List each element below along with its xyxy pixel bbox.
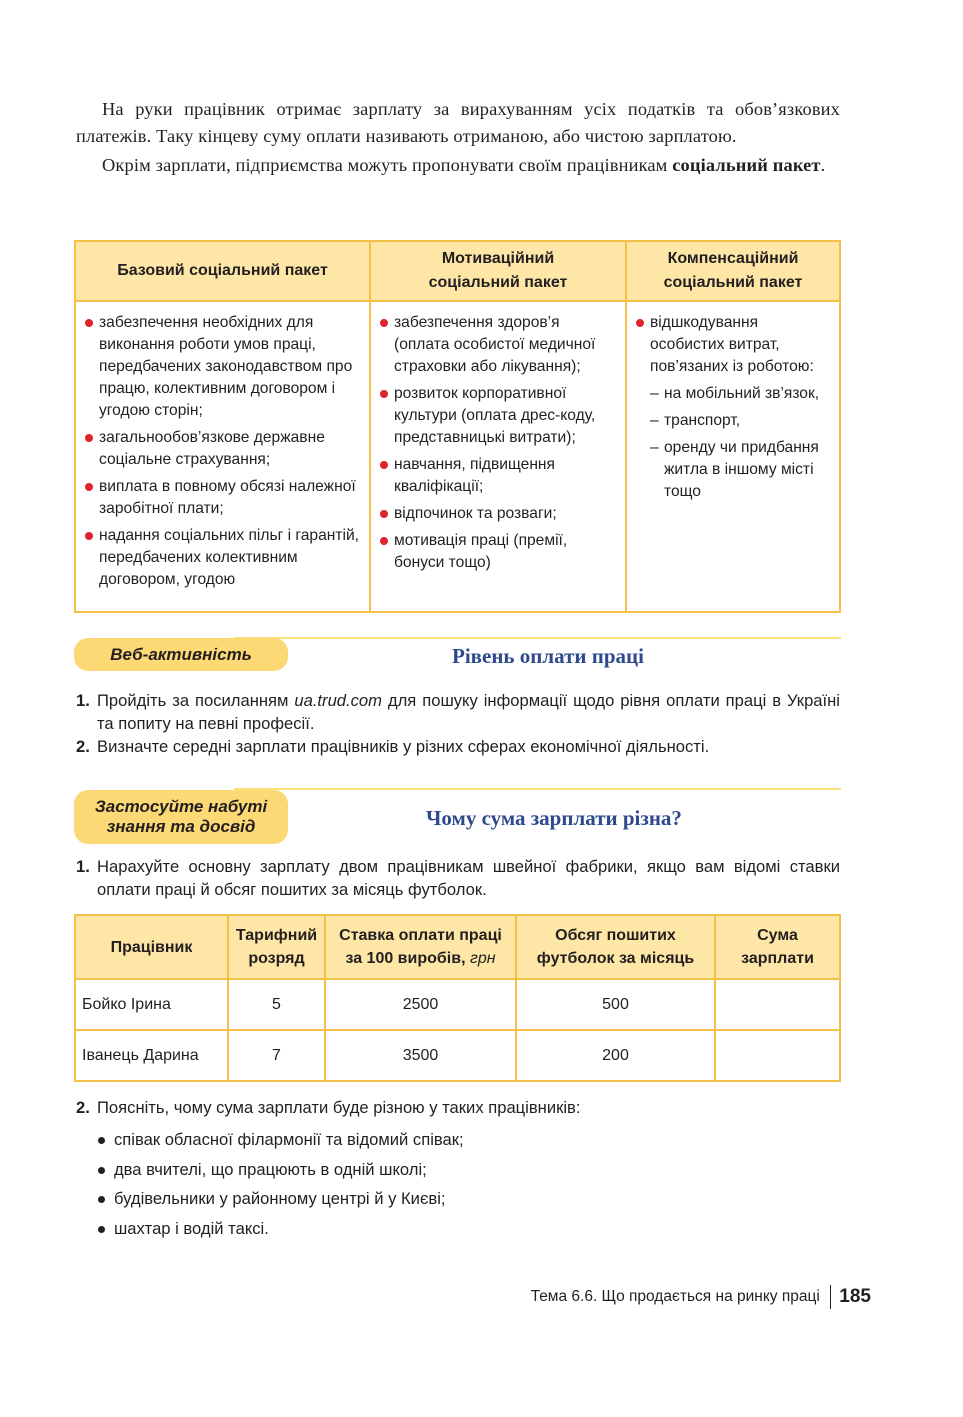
header-motivational — [371, 242, 627, 302]
page-number: 185 — [839, 1286, 871, 1307]
cell-name: Бойко Ірина — [76, 980, 229, 1029]
ua-trud-link[interactable]: ua.trud.com — [294, 691, 382, 710]
item-text: для пошуку інформації щодо рівня оплати праці в Україні та попиту на певні професії. — [97, 691, 840, 733]
list-item: відпочинок та розваги; — [378, 503, 617, 525]
dash-item: – на мобільний зв’язок, — [634, 383, 831, 405]
basic-package-cell — [76, 302, 371, 611]
intro-paragraph-2 — [76, 152, 840, 179]
compensation-package-cell — [627, 302, 839, 611]
web-activity-list — [76, 689, 840, 758]
header-sum-line: Сума — [757, 927, 798, 944]
task-1 — [76, 855, 840, 901]
list-item — [76, 1096, 840, 1119]
cell-name: Іванець Дарина — [76, 1031, 229, 1080]
header-rate-line — [345, 947, 495, 970]
header-grade-line: Тарифний — [235, 927, 318, 944]
item-text: Поясніть, чому сума зарплати буде різною у таких працівників: — [97, 1098, 581, 1117]
dash-item: – оренду чи придбання житла в іншому місті тощо — [634, 437, 831, 503]
header-rate-line: Ставка оплати праці — [339, 927, 502, 944]
header-rate-text: за 100 виробів, — [345, 950, 470, 967]
header-basic-label: Базовий соціальний пакет — [117, 262, 328, 279]
header-rate — [326, 916, 517, 978]
task-2 — [76, 1096, 840, 1119]
footer-divider — [830, 1285, 832, 1309]
item-text: Визначте середні зарплати працівників у різних сферах економічної діяльності. — [97, 737, 710, 756]
dash-item: – транспорт, — [634, 410, 831, 432]
item-number: 2. — [76, 1098, 90, 1117]
cell-sum — [716, 1031, 839, 1080]
pill-line: знання та досвід — [106, 817, 256, 836]
header-volume-line: футболок за місяць — [536, 950, 695, 967]
list-item: два вчителі, що працюють в одній школі; — [96, 1155, 464, 1185]
social-package-table — [74, 240, 841, 613]
motivational-package-cell — [371, 302, 627, 611]
header-rate-unit: грн — [469, 950, 496, 967]
apply-knowledge-pill — [74, 790, 288, 844]
item-number: 2. — [76, 737, 90, 756]
section-rule — [234, 637, 841, 639]
list-item: співак обласної філармонії та відомий співак; — [96, 1125, 464, 1155]
table-row — [76, 1029, 839, 1080]
list-item: будівельники у районному центрі й у Києві; — [96, 1184, 464, 1214]
item-number: 1. — [76, 691, 90, 710]
item-text: Нарахуйте основну зарплату двом працівникам швейної фабрики, якщо вам відомі ставки оплати праці й обсяг пошитих за місяць футболок. — [97, 857, 840, 899]
header-volume — [517, 916, 716, 978]
list-item: мотивація праці (премії, бонуси тощо) — [378, 530, 617, 574]
list-item: розвиток корпоративної культури (оплата дрес-коду, представницькі витрати); — [378, 383, 617, 449]
cell-volume: 500 — [517, 980, 716, 1029]
cell-rate: 3500 — [326, 1031, 517, 1080]
header-compensation-label: Компенсаційний соціальний пакет — [663, 250, 803, 291]
intro-text — [76, 96, 840, 178]
section-rule — [234, 788, 841, 790]
header-compensation — [627, 242, 839, 302]
web-activity-title: Рівень оплати праці — [452, 644, 644, 668]
list-item: надання соціальних пільг і гарантій, передбачених колективним договором, угодою — [83, 525, 361, 591]
header-volume-line: Обсяг пошитих — [555, 927, 676, 944]
pill-line: Застосуйте набуті — [94, 797, 268, 816]
header-sum — [716, 916, 839, 978]
table-row — [76, 978, 839, 1029]
footer-topic: Тема 6.6. Що продається на ринку праці — [530, 1288, 820, 1305]
intro-p2-end: . — [820, 154, 826, 175]
cell-grade: 5 — [229, 980, 326, 1029]
list-item — [76, 855, 840, 901]
web-activity-pill: Веб-активність — [74, 638, 288, 671]
list-item — [76, 689, 840, 735]
header-motivational-label: Мотиваційний соціальний пакет — [428, 250, 568, 291]
header-grade — [229, 916, 326, 978]
intro-paragraph-1: На руки працівник отримає зарплату за вирахуванням усіх податків та обов’язкових платежів. Таку кінцеву суму оплати називають отриманою, або чистою зарплатою. — [76, 99, 840, 146]
table-header-row — [76, 916, 839, 978]
social-package-term: соціальний пакет — [672, 154, 821, 175]
cell-volume: 200 — [517, 1031, 716, 1080]
apply-title: Чому сума зарплати різна? — [426, 806, 682, 830]
header-grade-line: розряд — [248, 950, 305, 967]
cell-grade: 7 — [229, 1031, 326, 1080]
cell-rate: 2500 — [326, 980, 517, 1029]
list-item: шахтар і водій таксі. — [96, 1214, 464, 1244]
list-item: виплата в повному обсязі належної заробітної плати; — [83, 476, 361, 520]
list-item: навчання, підвищення кваліфікації; — [378, 454, 617, 498]
cell-sum — [716, 980, 839, 1029]
task-2-bullets — [96, 1125, 464, 1243]
list-item: відшкодування особистих витрат, пов’язаних із роботою: — [634, 312, 831, 378]
item-number: 1. — [76, 857, 90, 876]
header-basic — [76, 242, 371, 302]
wage-table — [74, 914, 841, 1082]
list-item: загальнообов’язкове державне соціальне страхування; — [83, 427, 361, 471]
list-item: забезпечення необхідних для виконання роботи умов праці, передбачених законодавством про працю, колективним договором і угодою сторін; — [83, 312, 361, 422]
page-footer — [531, 1285, 871, 1309]
header-worker: Працівник — [76, 916, 229, 978]
header-sum-line: зарплати — [741, 950, 814, 967]
intro-p2-text: Окрім зарплати, підприємства можуть пропонувати своїм працівникам — [102, 154, 673, 175]
list-item — [76, 735, 840, 758]
list-item: забезпечення здоров’я (оплата особистої медичної страховки або лікування); — [378, 312, 617, 378]
item-text: Пройдіть за посиланням — [97, 691, 295, 710]
